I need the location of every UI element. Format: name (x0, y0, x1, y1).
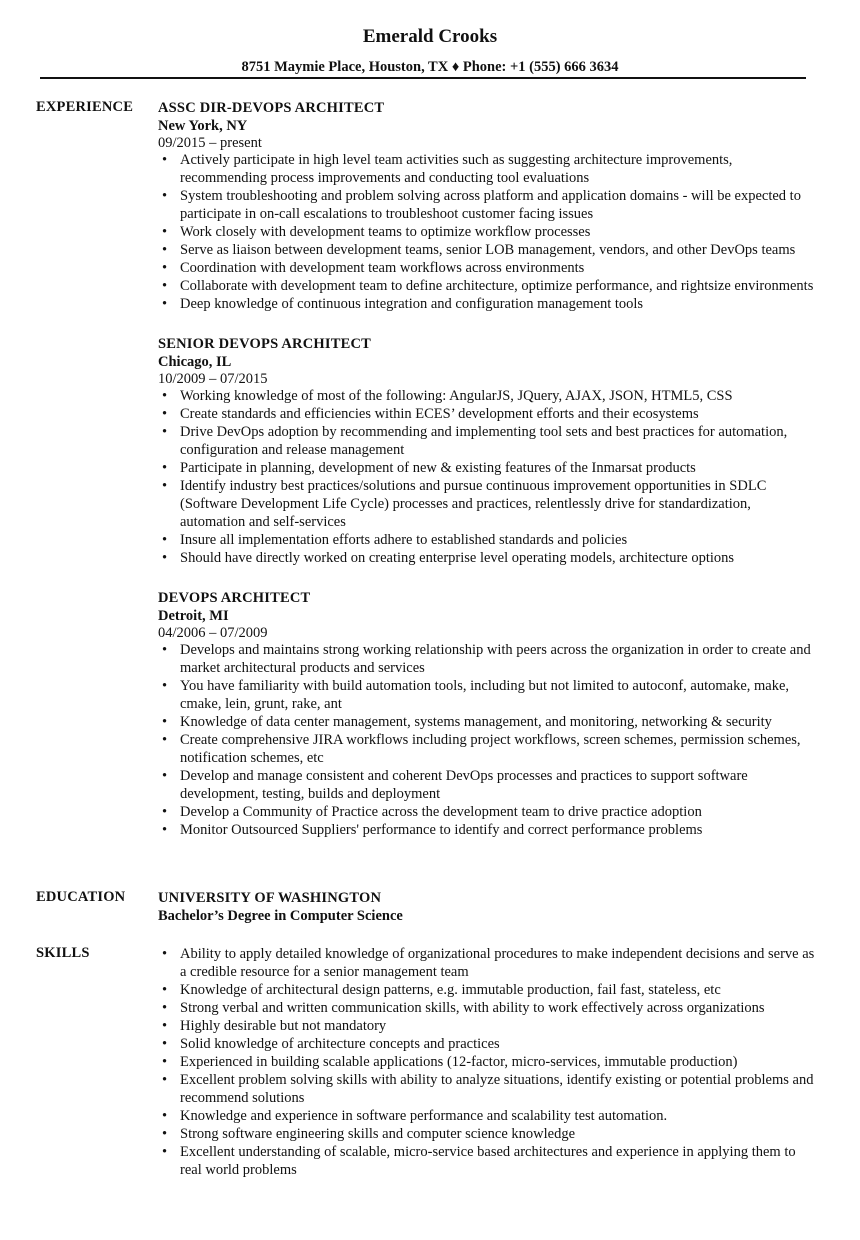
bullet-item: • Develop a Community of Practice across the development team to drive practice adoption (158, 803, 818, 821)
job-bullets (158, 387, 818, 567)
bullet-item: • Knowledge of data center management, systems management, and monitoring, networking & security (158, 713, 818, 731)
experience-body (158, 99, 818, 861)
job-bullets (158, 641, 818, 839)
bullet-item: • Monitor Outsourced Suppliers' performance to identify and correct performance problems (158, 821, 818, 839)
bullet-item: • Should have directly worked on creating enterprise level operating models, architecture options (158, 549, 818, 567)
bullet-item: • System troubleshooting and problem solving across platform and application domains - will be expected to participate in on-call escalations to troubleshoot customer facing issues (158, 187, 818, 223)
bullet-item: • Working knowledge of most of the following: AngularJS, JQuery, AJAX, JSON, HTML5, CSS (158, 387, 818, 405)
contact-line: 8751 Maymie Place, Houston, TX ♦ Phone: +1 (555) 666 3634 (241, 59, 619, 75)
bullet-item: • Identify industry best practices/solutions and pursue continuous improvement opportunities in SDLC (Software Development Life Cycle) processes and practices, relentlessly drive for standardization, automation and self-services (158, 477, 818, 531)
bullet-item: • Drive DevOps adoption by recommending and implementing tool sets and best practices for automation, configuration and release management (158, 423, 818, 459)
bullet-item: • Create standards and efficiencies within ECES’ development efforts and their ecosystems (158, 405, 818, 423)
candidate-name: Emerald Crooks (362, 26, 498, 47)
bullet-item: • Create comprehensive JIRA workflows including project workflows, screen schemes, permission schemes, notification schemes, etc (158, 731, 818, 767)
skill-item: • Excellent understanding of scalable, micro-service based architectures and experience in applying them to real world problems (158, 1143, 818, 1179)
skills-list (158, 945, 818, 1179)
skill-item: • Strong verbal and written communication skills, with ability to work effectively across organizations (158, 999, 818, 1017)
job-entry (158, 335, 818, 567)
skill-item: • Knowledge and experience in software performance and scalability test automation. (158, 1107, 818, 1125)
job-bullets (158, 151, 818, 313)
education-label: EDUCATION (36, 889, 126, 905)
job-dates: 10/2009 – 07/2015 (158, 371, 268, 387)
bullet-item: • Coordination with development team workflows across environments (158, 259, 818, 277)
bullet-item: • Develop and manage consistent and coherent DevOps processes and practices to support software development, testing, builds and deployment (158, 767, 818, 803)
skills-body (158, 945, 818, 1179)
skill-item: • Strong software engineering skills and computer science knowledge (158, 1125, 818, 1143)
bullet-item: • Insure all implementation efforts adhere to established standards and policies (158, 531, 818, 549)
bullet-item: • Participate in planning, development of new & existing features of the Inmarsat products (158, 459, 818, 477)
skill-item: • Excellent problem solving skills with ability to analyze situations, identify existing or potential problems and recommend solutions (158, 1071, 818, 1107)
job-entry (158, 589, 818, 839)
skill-item: • Highly desirable but not mandatory (158, 1017, 818, 1035)
school-name: UNIVERSITY OF WASHINGTON (158, 890, 382, 906)
header-divider (40, 77, 806, 79)
bullet-item: • Collaborate with development team to define architecture, optimize performance, and rightsize environments (158, 277, 818, 295)
job-title: SENIOR DEVOPS ARCHITECT (158, 336, 371, 352)
job-location: New York, NY (158, 118, 248, 134)
bullet-item: • You have familiarity with build automation tools, including but not limited to autoconf, automake, make, cmake, lein, grunt, rake, ant (158, 677, 818, 713)
skills-label: SKILLS (36, 945, 90, 961)
job-location: Detroit, MI (158, 608, 229, 624)
job-title: DEVOPS ARCHITECT (158, 590, 311, 606)
degree: Bachelor’s Degree in Computer Science (158, 908, 403, 924)
skill-item: • Knowledge of architectural design patterns, e.g. immutable production, fail fast, stateless, etc (158, 981, 818, 999)
bullet-item: • Develops and maintains strong working relationship with peers across the organization in order to create and market architectural products and services (158, 641, 818, 677)
job-dates: 09/2015 – present (158, 135, 262, 151)
skill-item: • Solid knowledge of architecture concepts and practices (158, 1035, 818, 1053)
education-body (158, 889, 818, 925)
experience-label: EXPERIENCE (36, 99, 134, 115)
bullet-item: • Actively participate in high level team activities such as suggesting architecture improvements, recommending process improvements and conducting tool evaluations (158, 151, 818, 187)
bullet-item: • Work closely with development teams to optimize workflow processes (158, 223, 818, 241)
skill-item: • Ability to apply detailed knowledge of organizational procedures to make independent decisions and serve as a credible resource for a senior management team (158, 945, 818, 981)
job-entry (158, 99, 818, 313)
bullet-item: • Serve as liaison between development teams, senior LOB management, vendors, and other DevOps teams (158, 241, 818, 259)
skill-item: • Experienced in building scalable applications (12-factor, micro-services, immutable production) (158, 1053, 818, 1071)
job-dates: 04/2006 – 07/2009 (158, 625, 268, 641)
job-location: Chicago, IL (158, 354, 232, 370)
bullet-item: • Deep knowledge of continuous integration and configuration management tools (158, 295, 818, 313)
job-title: ASSC DIR-DEVOPS ARCHITECT (158, 100, 385, 116)
